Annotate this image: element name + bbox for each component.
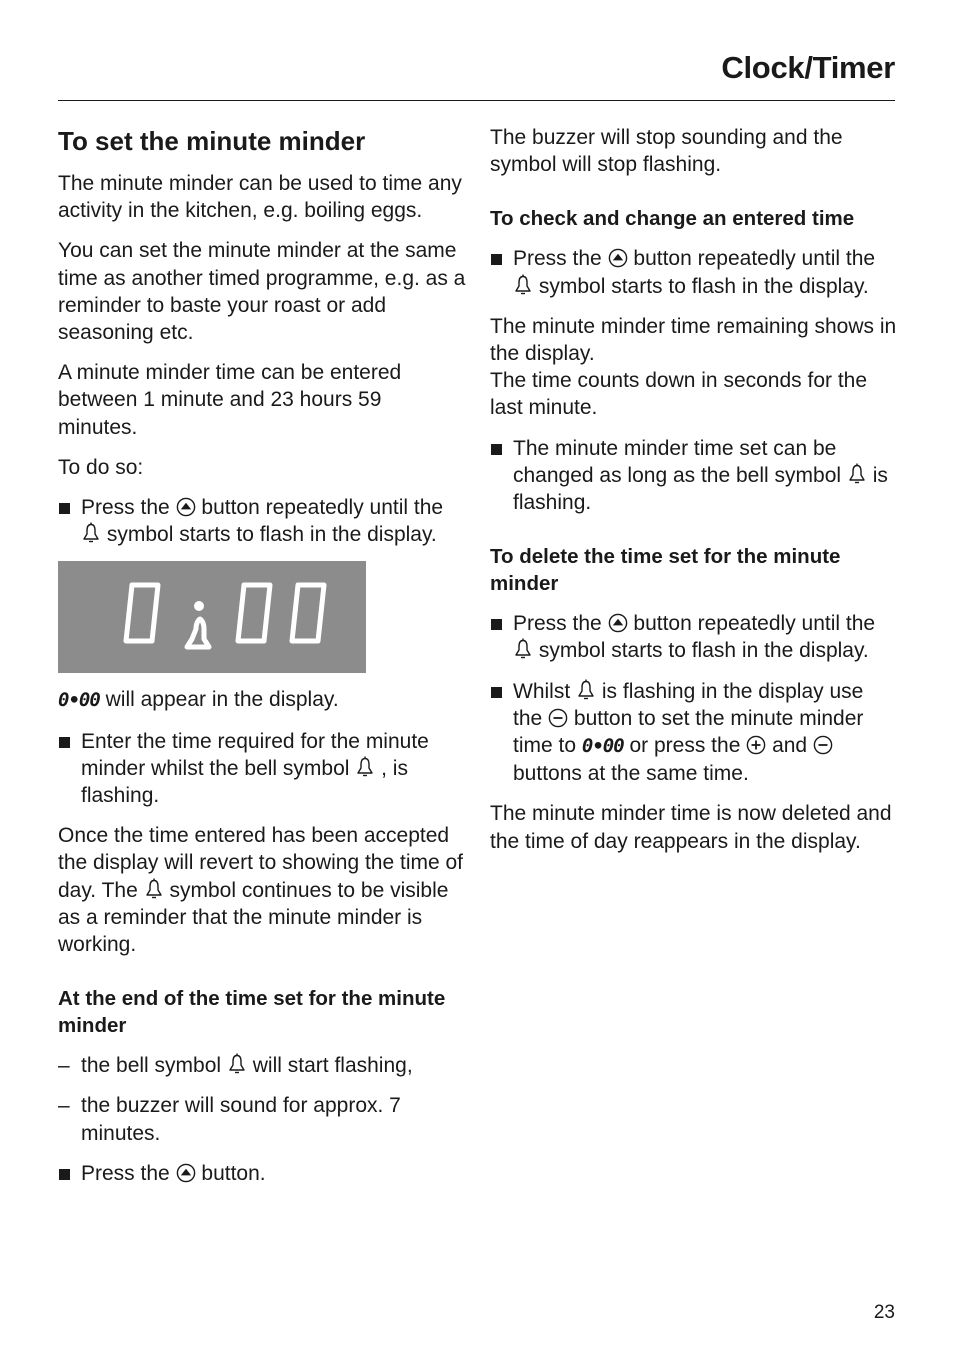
subheading-end-of-time: At the end of the time set for the minute minder: [58, 987, 446, 1038]
bullet-square: [491, 619, 502, 630]
display-code: 0•00: [58, 689, 100, 712]
dash-item-bell-flashing: – the bell symbol will start flashing,: [58, 1054, 413, 1078]
step-enter-time: Enter the time required for the minute minder whilst the bell symbol , is flashing.: [58, 728, 466, 810]
minus-button-icon: [813, 734, 833, 757]
select-button-icon: [608, 247, 634, 270]
bell-icon: [513, 275, 539, 298]
select-button-icon: [176, 1162, 202, 1185]
step-press-select-stop: Press the button.: [58, 1160, 466, 1187]
paragraph-display-appears: 0•00 will appear in the display.: [58, 688, 339, 712]
digit-hours: [126, 585, 158, 641]
bell-icon: [227, 1054, 253, 1077]
digit-minutes-tens: [238, 585, 270, 641]
bell-icon: [576, 680, 602, 703]
page-number: 23: [873, 1302, 895, 1323]
paragraph-time-remaining: The minute minder time remaining shows in the display. The time counts down in seconds for the last minute.: [490, 314, 897, 420]
bullet-square: [491, 687, 502, 698]
step-press-select-check: Press the button repeatedly until the symbol starts to flash in the display.: [490, 245, 898, 299]
section-heading: To set the minute minder: [58, 126, 366, 156]
minus-button-icon: [548, 707, 574, 730]
dash-item-buzzer: – the buzzer will sound for approx. 7 minutes.: [58, 1094, 401, 1145]
display-code: 0•00: [581, 735, 624, 758]
step-set-to-zero: Whilst is flashing in the display use the button to set the minute minder time to 0•00 or press the and buttons at the same time.: [490, 678, 898, 788]
page-title: Clock/Timer: [721, 50, 895, 85]
subheading-check-change: To check and change an entered time: [490, 207, 855, 231]
right-column: [490, 124, 898, 868]
step-change-time: The minute minder time set can be changed as long as the bell symbol is flashing.: [490, 435, 898, 517]
select-button-icon: [176, 496, 202, 519]
bullet-square: [491, 444, 502, 455]
bell-icon: [355, 757, 381, 780]
paragraph-timed-programme: You can set the minute minder at the same time as another timed programme, e.g. as a reminder to baste your roast or add seasoning etc.: [58, 239, 466, 345]
paragraph-time-range: A minute minder time can be entered between 1 minute and 23 hours 59 minutes.: [58, 361, 402, 439]
bell-icon: [81, 523, 107, 546]
bell-icon: [847, 464, 873, 487]
plus-button-icon: [746, 734, 772, 757]
paragraph-time-accepted: Once the time entered has been accepted the display will revert to showing the time of day. The symbol continues to be visible as a reminder that the minute minder is working.: [58, 824, 464, 957]
step-press-select: Press the button repeatedly until the symbol starts to flash in the display.: [58, 494, 466, 548]
colon-dot: [194, 601, 204, 611]
bullet-square: [59, 503, 70, 514]
intro-paragraph: The minute minder can be used to time any activity in the kitchen, e.g. boiling eggs.: [58, 172, 462, 223]
bullet-square: [59, 1169, 70, 1180]
digit-minutes-units: [292, 585, 324, 641]
bullet-square: [491, 254, 502, 265]
select-button-icon: [608, 612, 634, 635]
step-press-select-delete: Press the button repeatedly until the symbol starts to flash in the display.: [490, 610, 898, 664]
paragraph-deleted: The minute minder time is now deleted and the time of day reappears in the display.: [490, 802, 892, 853]
paragraph-buzzer-stops: The buzzer will stop sounding and the symbol will stop flashing.: [490, 126, 843, 177]
display-bell-icon: [187, 619, 209, 647]
subheading-delete: To delete the time set for the minute minder: [490, 545, 841, 596]
bell-icon: [513, 639, 539, 662]
display-panel: [58, 561, 366, 673]
bell-icon: [144, 879, 170, 902]
left-column: [58, 124, 466, 1200]
display-reading: [58, 561, 366, 673]
header-divider: [58, 100, 895, 101]
bullet-square: [59, 737, 70, 748]
paragraph-to-do-so: To do so:: [58, 455, 144, 479]
